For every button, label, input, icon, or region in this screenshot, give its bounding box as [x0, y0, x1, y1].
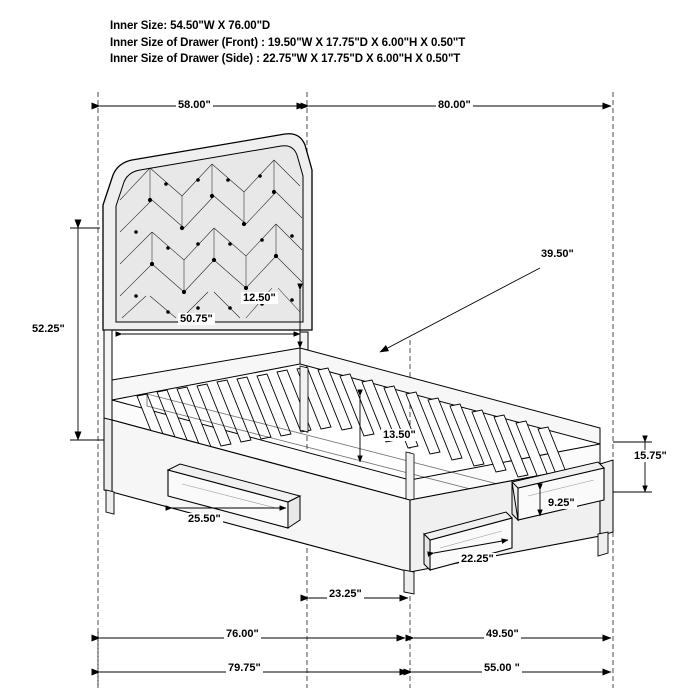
dim-side-drawer-width: 25.50": [188, 513, 221, 525]
dim-bottom-right: 55.00 ": [484, 662, 520, 674]
dim-deck-height: 15.75": [634, 450, 667, 462]
dim-front-drawer-width: 22.25": [461, 553, 494, 565]
dim-headboard-width: 50.75": [180, 313, 213, 325]
dim-slat-pointer: 39.50": [541, 248, 574, 260]
spec-line-inner-size: Inner Size: 54.50"W X 76.00"D: [110, 20, 271, 32]
dim-bottom-left: 79.75": [228, 662, 261, 674]
spec-line-drawer-side: Inner Size of Drawer (Side) : 22.75"W X 17.75"D X 6.00"H X 0.50"T: [110, 53, 461, 65]
dim-top-right: 80.00": [438, 99, 471, 111]
dim-bottom-mid-right: 49.50": [486, 628, 519, 640]
dim-rail-gap: 12.50": [243, 292, 276, 304]
dim-headboard-height: 52.25": [32, 323, 65, 335]
dim-top-left: 58.00": [178, 99, 211, 111]
dim-slat-height: 13.50": [383, 429, 416, 441]
dim-bottom-mid-left: 76.00": [226, 628, 259, 640]
bed-illustration: [103, 134, 613, 594]
spec-line-drawer-front: Inner Size of Drawer (Front) : 19.50"W X 17.75"D X 6.00"H X 0.50"T: [110, 36, 466, 49]
dim-drawer-gap: 23.25": [329, 588, 362, 600]
dim-drawer-height: 9.25": [548, 497, 575, 509]
